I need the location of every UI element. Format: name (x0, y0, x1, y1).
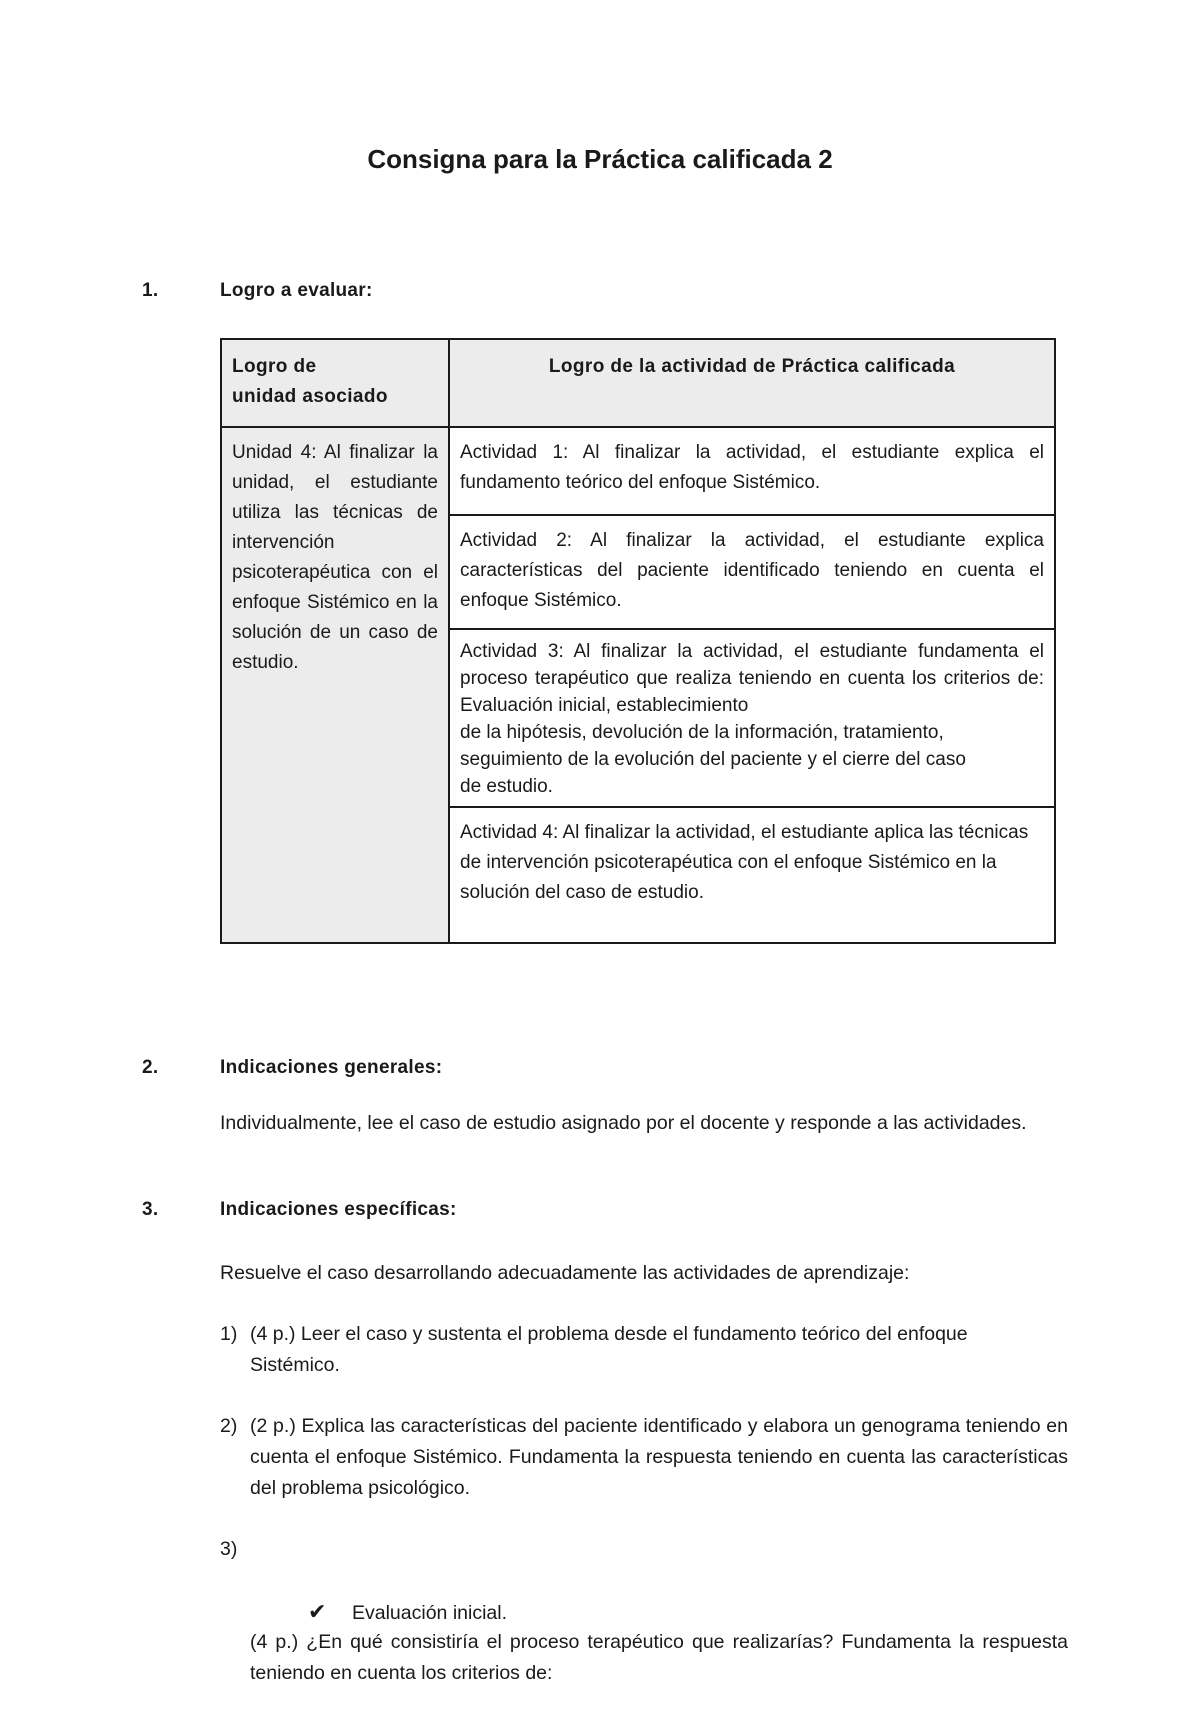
section-2-heading (142, 1057, 442, 1079)
table-row (221, 427, 1055, 515)
section-number: 3. (142, 1199, 159, 1220)
header-activity-achievement: Logro de la actividad de Práctica calificada (449, 339, 1055, 427)
activity-1-cell: Actividad 1: Al finalizar la actividad, el estudiante explica el fundamento teórico del enfoque Sistémico. (449, 427, 1055, 515)
list-item (220, 1411, 1068, 1504)
achievement-table (220, 338, 1054, 944)
section-1-heading (142, 280, 373, 302)
activity-3-text: de la hipótesis, devolución de la información, tratamiento, (460, 722, 944, 743)
activity-3-cell (449, 629, 1055, 807)
list-item-marker: 2) (220, 1415, 238, 1437)
section-heading-text: Logro a evaluar: (220, 280, 373, 301)
unit-achievement-cell: Unidad 4: Al finalizar la unidad, el estudiante utiliza las técnicas de intervención psicoterapéutica con el enfoque Sistémico en la solución de un caso de estudio. (221, 427, 449, 943)
section-heading-text: Indicaciones generales: (220, 1057, 443, 1078)
general-instructions-text: Individualmente, lee el caso de estudio asignado por el docente y responde a las actividades. (220, 1112, 1027, 1134)
checkmark-icon: ✔ (308, 1599, 327, 1624)
page-title: Consigna para la Práctica calificada 2 (367, 144, 833, 174)
header-left-line: Logro de (232, 356, 317, 377)
specific-intro-text: Resuelve el caso desarrollando adecuadamente las actividades de aprendizaje: (220, 1262, 910, 1284)
header-left-line: unidad asociado (232, 386, 388, 407)
section-number: 2. (142, 1057, 159, 1078)
section-number: 1. (142, 280, 159, 301)
list-item (220, 1319, 1020, 1381)
activity-2-cell: Actividad 2: Al finalizar la actividad, el estudiante explica características del paciente identificado teniendo en cuenta el enfoque Sistémico. (449, 515, 1055, 629)
header-unit-achievement (221, 339, 449, 427)
activity-3-text: de estudio. (460, 776, 553, 797)
table-header-row (221, 339, 1055, 427)
activity-4-cell: Actividad 4: Al finalizar la actividad, el estudiante aplica las técnicas de intervención psicoterapéutica con el enfoque Sistémico en la solución del caso de estudio. (449, 807, 1055, 943)
activity-3-text: seguimiento de la evolución del paciente y el cierre del caso (460, 749, 966, 770)
list-item-marker: 3) (220, 1538, 238, 1560)
section-heading-text: Indicaciones específicas: (220, 1199, 457, 1220)
checklist-item (308, 1597, 507, 1628)
list-item-marker: 1) (220, 1323, 238, 1345)
activity-3-text: Actividad 3: Al finalizar la actividad, el estudiante fundamenta el proceso terapéutico que realiza teniendo en cuenta los criterios de: Evaluación inicial, establecimiento (460, 641, 1044, 716)
checklist-item-text: Evaluación inicial. (352, 1602, 508, 1624)
section-3-heading (142, 1199, 457, 1221)
list-item-text: (4 p.) Leer el caso y sustenta el problema desde el fundamento teórico del enfoque Sistémico. (250, 1323, 968, 1376)
list-item-text: (2 p.) Explica las características del paciente identificado y elabora un genograma teniendo en cuenta el enfoque Sistémico. Fundamenta la respuesta teniendo en cuenta las características del problema psicológico. (250, 1415, 1068, 1499)
list-item-text: (4 p.) ¿En qué consistiría el proceso terapéutico que realizarías? Fundamenta la respuesta teniendo en cuenta los criterios de: (250, 1631, 1096, 1684)
